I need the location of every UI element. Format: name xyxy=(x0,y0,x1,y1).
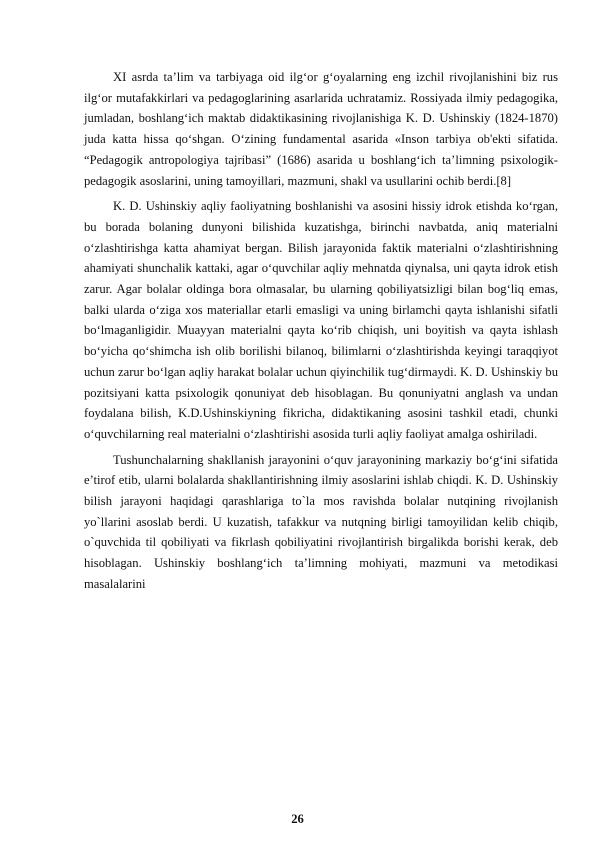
page-number: 26 xyxy=(291,812,304,826)
paragraph-1: XI asrda ta’lim va tarbiyaga oid ilg‘or g‘oyalarning eng izchil rivojlanishini biz rus ilg‘or mutafakkirlari va pedagoglarining asarlarida uchratamiz. Rossiyada ilmiy pedagogika, jumladan, boshlang‘ich maktab didaktikasining rivojlanishiga K. D. Ushinskiy (1824-1870) juda katta hissa qo‘shgan. O‘zining fundamental asarida «Inson tarbiya ob'ekti sifatida. “Pedagogik antropologiya tajribasi” (1686) asarida u boshlang‘ich ta’limning psixologik-pedagogik asoslarini, uning tamoyillari, mazmuni, shakl va usullarini ochib berdi.[8] xyxy=(84,70,558,188)
paragraph-2: K. D. Ushinskiy aqliy faoliyatning boshlanishi va asosini hissiy idrok etishda ko‘rgan, bu borada bolaning dunyoni bilishida kuzatishga, birinchi navbatda, aniq materialni o‘zlashtirishga katta ahamiyat bergan. Bilish jarayonida faktik materialni o‘zlashtirishning ahamiyati shunchalik kattaki, agar o‘quvchilar aqliy mehnatda qiynalsa, uni qayta idrok etish zarur. Agar bolalar oldinga bora olmasalar, bu ularning qobiliyatsizligi bilan bog‘liq emas, balki ularda o‘ziga xos materiallar etarli emasligi va uning birlamchi qayta ishlanishi sifatli bo‘lmaganligidir. Muayyan materialni qayta ko‘rib chiqish, uni boyitish va qayta ishlash bo‘yicha qo‘shimcha ish olib borilishi bilanoq, bilimlarni o‘zlashtirishda keyingi taraqqiyot uchun zarur bo‘lgan aqliy harakat bolalar uchun qiyinchilik tug‘dirmaydi. K. D. Ushinskiy bu pozitsiyani katta psixologik qonuniyat deb hisoblagan. Bu qonuniyatni anglash va undan foydalana bilish, K.D.Ushinskiyning fikricha, didaktikaning asosini tashkil etadi, chunki o‘quvchilarning real materialni o‘zlashtirishi asosida turli aqliy faoliyat amalga oshiriladi. xyxy=(84,199,558,441)
paragraph-3: Tushunchalarning shakllanish jarayonini o‘quv jarayonining markaziy bo‘g‘ini sifatida e’tirof etib, ularni bolalarda shakllantirishning ilmiy asoslarini ishlab chiqdi. K. D. Ushinskiy bilish jarayoni haqidagi qarashlariga to`la mos ravishda bolalar nutqining rivojlanish yo`llarini asoslab berdi. U kuzatish, tafakkur va nutqning birligi tamoyilidan kelib chiqib, o`quvchida til qobiliyati va fikrlash qobiliyatini rivojlantirish birgalikda borishi kerak, deb hisoblagan. Ushinskiy boshlang‘ich ta’limning mohiyati, mazmuni va metodikasi masalalarini xyxy=(84,452,558,591)
page-body xyxy=(84,67,558,600)
